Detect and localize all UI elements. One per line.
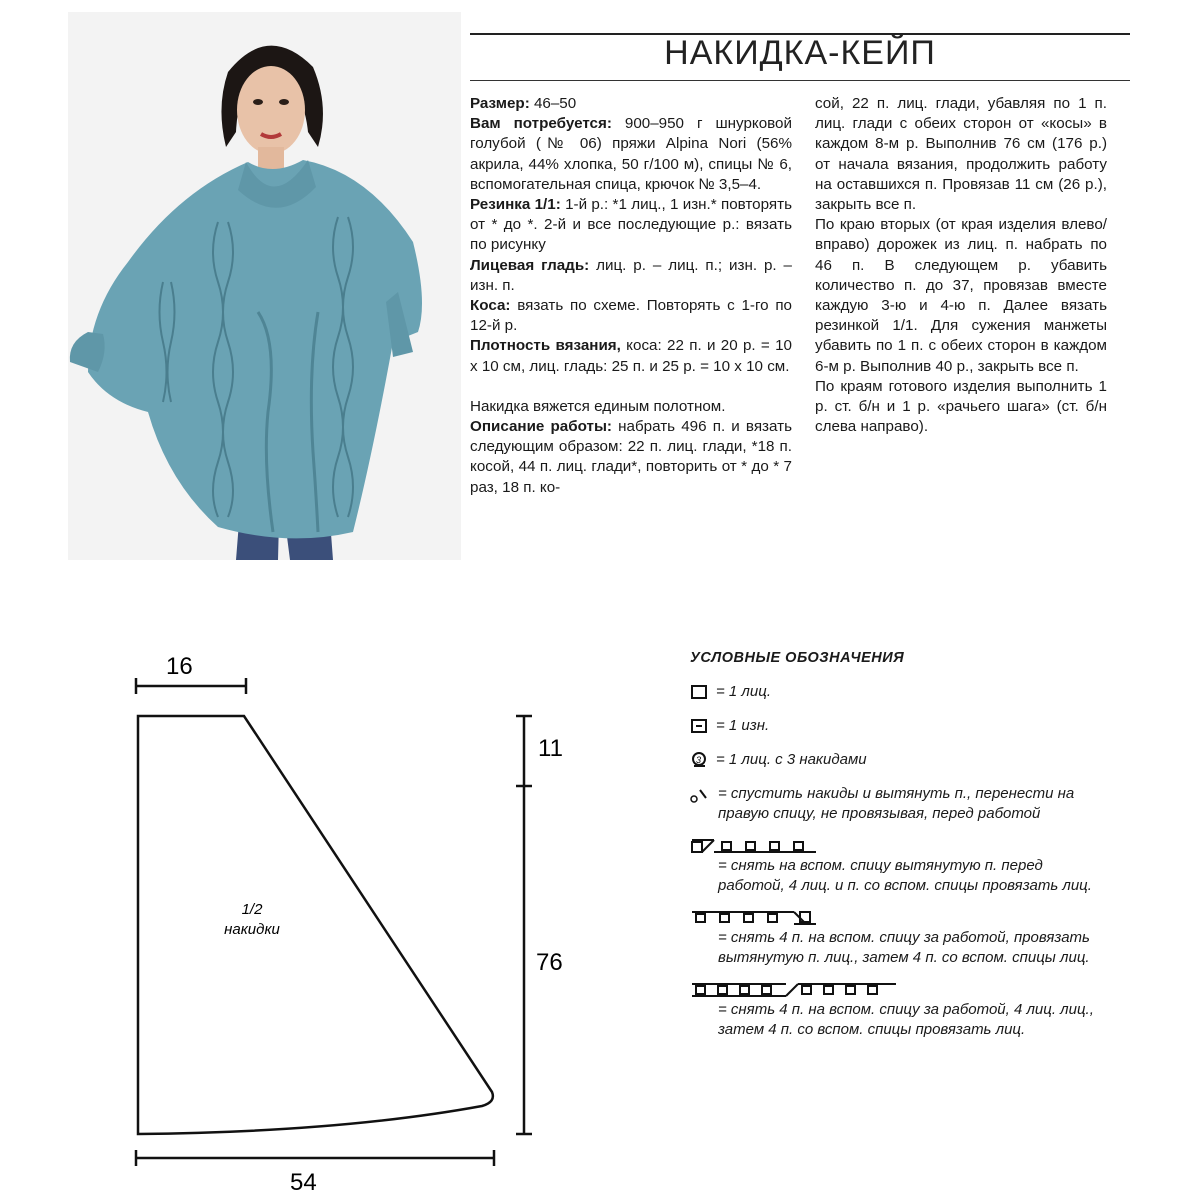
gauge-value: коса: 22 п. и 20 р. = 10 х 10 см, лиц. гладь: 25 п. и 25 р. = 10 х 10 см. [470, 337, 793, 375]
instructions-column-2 [815, 94, 1107, 437]
legend-drop-text: = спустить накиды и вытянуть п., перенести на правую спицу, не провязывая, перед работой [718, 785, 1075, 822]
cable-label: Коса: [470, 297, 511, 315]
legend-drop [690, 784, 1110, 824]
legend-purl [690, 716, 1110, 736]
description-paragraph [470, 417, 792, 498]
knit-symbol-icon [690, 684, 710, 700]
legend-knit-3yo-text: = 1 лиц. с 3 накидами [716, 751, 867, 768]
cape-schematic [120, 640, 600, 1200]
svg-text:3: 3 [696, 755, 702, 766]
legend [690, 648, 1110, 1054]
rib-label: Резинка 1/1: [470, 196, 561, 214]
drop-yarnovers-icon [690, 786, 710, 804]
upper-height-value: 11 [538, 735, 563, 762]
cable-front-symbol-icon [690, 838, 820, 854]
cape-photo-illustration [68, 12, 461, 560]
knit-three-yarnovers-icon [690, 751, 710, 769]
model-photo [68, 12, 461, 560]
size-label: Размер: [470, 95, 530, 112]
finishing-paragraph: По краям готового изделия выполнить 1 р. ст. б/н и 1 р. «рачьего шага» (ст. б/н слева направо). [815, 377, 1107, 436]
rib-value: 1-й р.: *1 лиц., 1 изн.* повторять от * до *. 2-й и все последующие р.: вязать по рисунку [470, 196, 792, 254]
cable-value: вязать по схеме. Повторять с 1-го по 12-й р. [470, 297, 792, 335]
bottom-width-value: 54 [290, 1169, 317, 1196]
schematic-label-fraction: 1/2 [241, 901, 263, 918]
legend-cable-front-text: = снять на вспом. спицу вытянутую п. перед работой, 4 лиц. и п. со вспом. спицы провязать лиц. [718, 857, 1092, 894]
legend-cable-back-text: = снять 4 п. на вспом. спицу за работой, провязать вытянутую п. лиц., затем 4 п. со вспом. спицы лиц. [718, 929, 1090, 966]
legend-knit [690, 682, 1110, 702]
stockinette-value: лиц. р. – лиц. п.; изн. р. – изн. п. [470, 256, 792, 294]
size-paragraph [470, 94, 792, 114]
intro-paragraph: Накидка вяжется единым полотном. [470, 397, 726, 415]
materials-label: Вам потребуется: [470, 115, 612, 133]
gauge-label: Плотность вязания, [470, 337, 621, 355]
size-value: 46–50 [529, 95, 577, 112]
schematic-label-name: накидки [224, 921, 280, 938]
legend-knit-text: = 1 лиц. [716, 683, 771, 700]
legend-purl-text: = 1 изн. [716, 717, 770, 734]
description-label: Описание работы: [470, 418, 612, 436]
instructions-column-1 [470, 94, 792, 498]
page-title: НАКИДКА-КЕЙП [664, 34, 936, 72]
main-height-value: 76 [536, 949, 563, 976]
legend-title: УСЛОВНЫЕ ОБОЗНАЧЕНИЯ [690, 650, 905, 666]
gauge-paragraph [470, 336, 792, 376]
legend-cable-4x4 [690, 982, 1110, 1040]
cape-outline [138, 716, 493, 1134]
sleeve-paragraph: По краю вторых (от края изделия влево/вправо) дорожек из лиц. п. набрать по 46 п. В следующем р. убавить количество п. до 37, провязав вместе каждую 3-ю и 4-ю п. Далее вязать резинкой 1/1. Для сужения манжеты убавить по 1 п. с обеих сторон в каждом 6-м р. Выполнив 40 р., закрыть все п. [815, 216, 1107, 375]
title-rule-bottom [470, 80, 1130, 81]
legend-cable-back [690, 910, 1110, 968]
legend-knit-3yo [690, 750, 1110, 770]
materials-paragraph [470, 114, 792, 195]
cable-back-symbol-icon [690, 910, 820, 926]
cable-4x4-symbol-icon [690, 982, 900, 998]
description-value: набрать 496 п. и вязать следующим образом: 22 п. лиц. глади, *18 п. косой, 44 п. лиц. глади*, повторить от * до * 7 раз, 18 п. ко- [470, 418, 792, 496]
legend-cable-4x4-text: = снять 4 п. на вспом. спицу за работой, 4 лиц. лиц., затем 4 п. со вспом. спицы провязать лиц. [718, 1001, 1094, 1038]
materials-value: 900–950 г шнурковой голубой (№ 06) пряжи Alpina Nori (56% акрила, 44% хлопка, 50 г/100 м), спицы № 6, вспомогательная спица, крючок № 3,5–4. [470, 115, 792, 193]
body-paragraph: сой, 22 п. лиц. глади, убавляя по 1 п. лиц. глади с обеих сторон от «косы» в каждом 8-м р. Выполнив 76 см (176 р.) от начала вязания, продолжить работу на оставшихся п. Провязав 11 см (26 р.), закрыть все п. [815, 95, 1107, 214]
rib-paragraph [470, 195, 792, 256]
legend-cable-front [690, 838, 1110, 896]
stockinette-label: Лицевая гладь: [470, 256, 590, 274]
stockinette-paragraph [470, 256, 792, 296]
cable-paragraph [470, 296, 792, 336]
top-width-value: 16 [166, 653, 193, 680]
purl-symbol-icon [690, 718, 710, 734]
